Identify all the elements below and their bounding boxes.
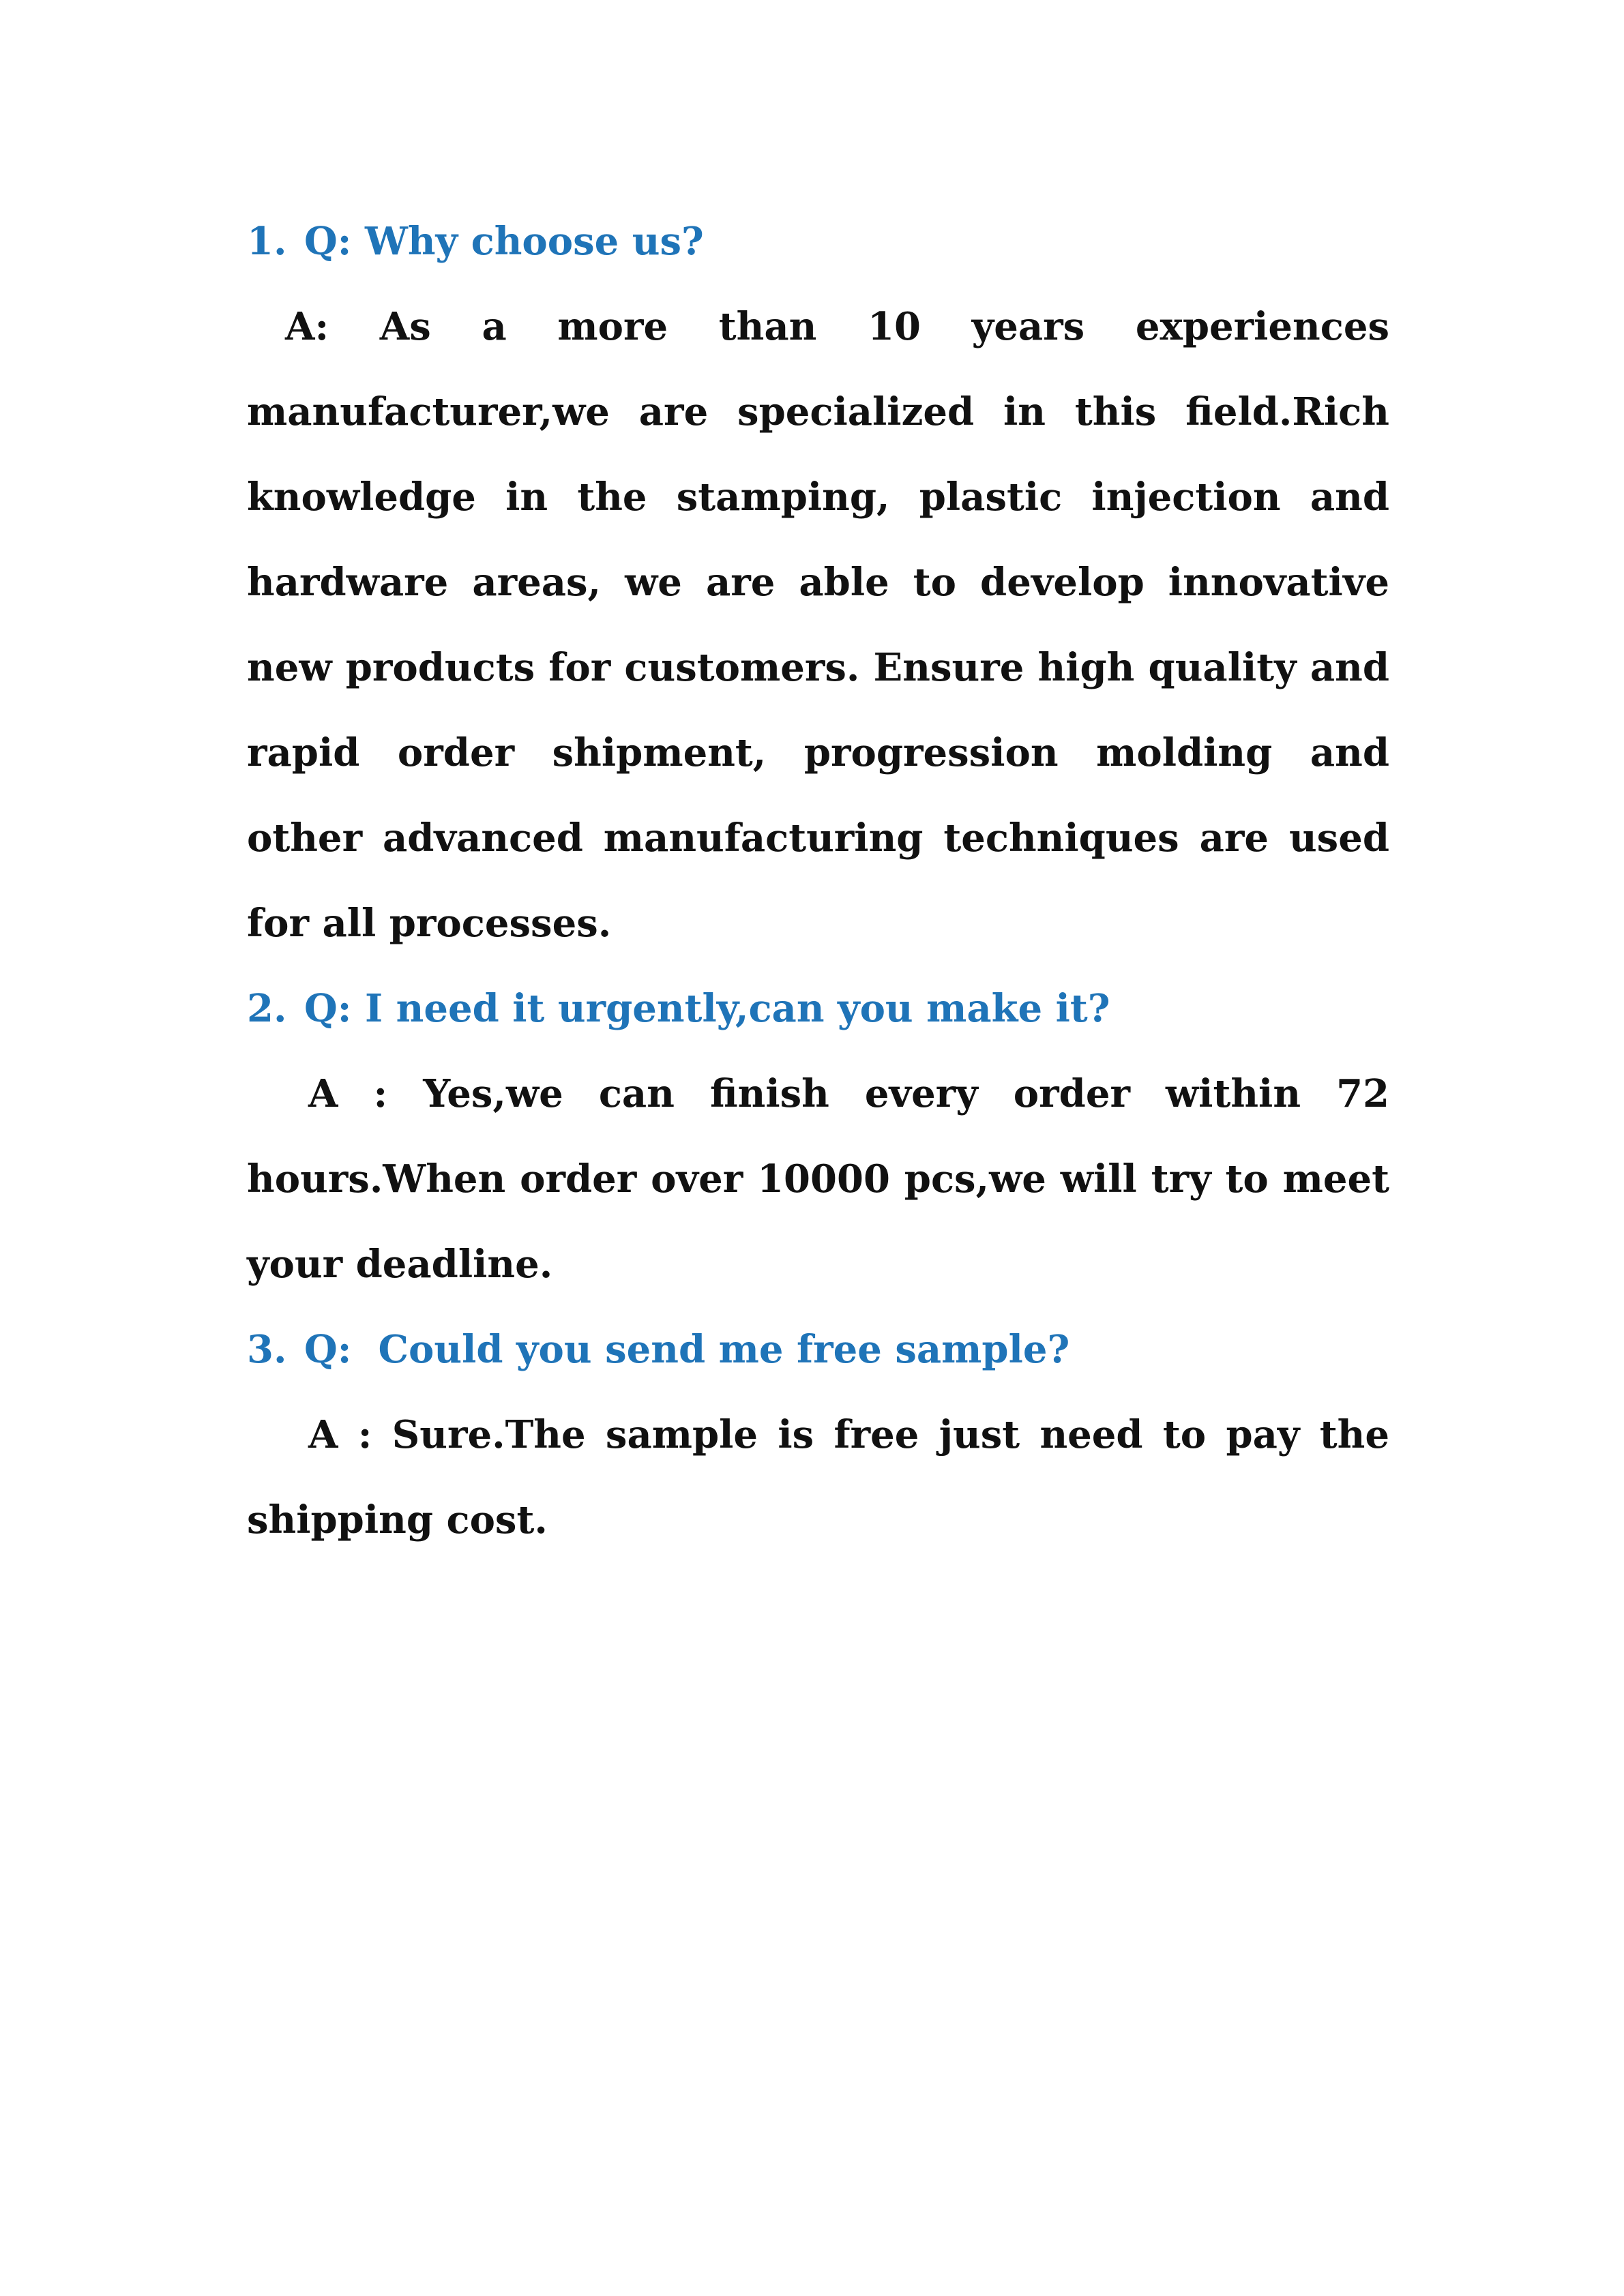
faq-number-2: 2. bbox=[247, 986, 287, 1031]
faq-number-1: 1. bbox=[247, 219, 287, 264]
faq-number-3: 3. bbox=[247, 1327, 287, 1372]
faq-question-text-1: Q: Why choose us? bbox=[304, 219, 704, 264]
faq-answer-1: A: As a more than 10 years experiences manufacturer,we are specialized in this field.Rich knowledge in the stamping, plastic injection and hardware areas, we are able to develop innovative new products for customers. Ensure high quality and rapid order shipment, progression molding and other advanced manufacturing techniques are used for all processes. bbox=[247, 304, 1389, 946]
faq-item-3 bbox=[247, 1307, 1389, 1563]
faq-answer-2: A : Yes,we can finish every order within 72 hours.When order over 10000 pcs,we will try to meet your deadline. bbox=[247, 1071, 1389, 1287]
faq-question-text-2: Q: I need it urgently,can you make it? bbox=[304, 986, 1110, 1031]
faq-item-1 bbox=[247, 199, 1389, 966]
faq-question-text-3: Q: Could you send me free sample? bbox=[304, 1327, 1070, 1372]
faq-question-2 bbox=[247, 966, 1389, 1052]
faq-item-2 bbox=[247, 966, 1389, 1307]
faq-question-3 bbox=[247, 1307, 1389, 1392]
faq-list bbox=[247, 199, 1389, 1563]
faq-question-1 bbox=[247, 199, 1389, 284]
faq-answer-3: A : Sure.The sample is free just need to pay the shipping cost. bbox=[247, 1412, 1389, 1542]
